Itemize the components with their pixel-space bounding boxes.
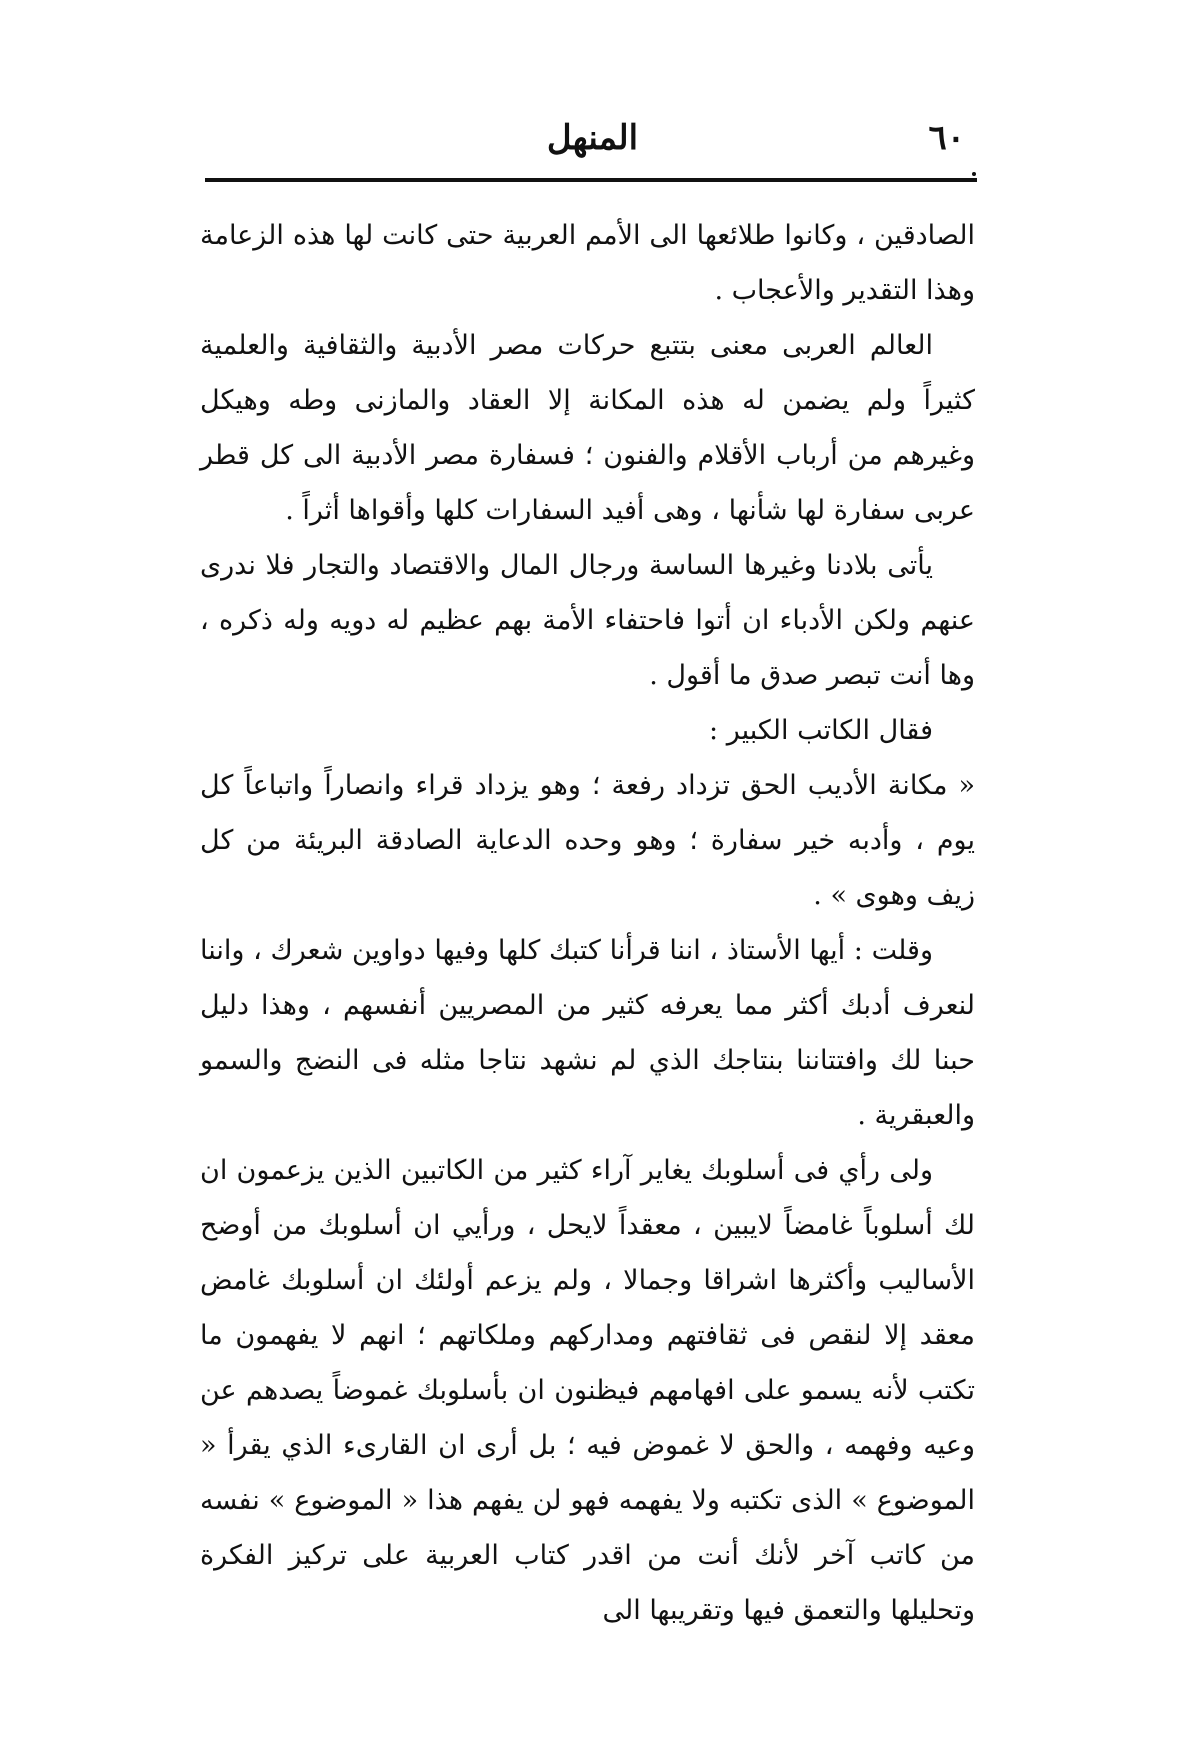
page-header	[205, 118, 980, 178]
paragraph-style-opinion: ولى رأي فى أسلوبك يغاير آراء كثير من الكاتبين الذين يزعمون ان لك أسلوباً غامضاً لايبين ، معقداً لايحل ، ورأيي ان أسلوبك من أوضح الأساليب وأكثرها اشراقا وجمالا ، ولم يزعم أولئك ان أسلوبك غامض معقد إلا لنقص فى ثقافتهم ومداركهم وملكاتهم ؛ انهم لا يفهمون ما تكتب لأنه يسمو على افهامهم فيظنون ان بأسلوبك غموضاً يصدهم عن وعيه وفهمه ، والحق لا غموض فيه ؛ بل أرى ان القارىء الذي يقرأ « الموضوع » الذى تكتبه ولا يفهمه فهو لن يفهم هذا « الموضوع » نفسه من كاتب آخر لأنك أنت من اقدر كتاب العربية على تركيز الفكرة وتحليلها والتعمق فيها وتقريبها الى	[200, 1155, 975, 1626]
paragraph-quote-intro: فقال الكاتب الكبير :	[709, 715, 933, 746]
paragraph-reply: وقلت : أيها الأستاذ ، اننا قرأنا كتبك كلها وفيها دواوين شعرك ، واننا لنعرف أدبك أكثر مما يعرفه كثير من المصريين أنفسهم ، وهذا دليل حبنا لك وافتتاننا بنتاجك الذي لم نشهد نتاجا مثله فى النضج والسمو والعبقرية .	[200, 935, 975, 1131]
paragraph-continuation: الصادقين ، وكانوا طلائعها الى الأمم العربية حتى كانت لها هذه الزعامة وهذا التقدير والأعجاب .	[200, 220, 975, 306]
body-text	[200, 208, 975, 1638]
running-title: المنهل	[546, 118, 639, 158]
rule-dot	[972, 172, 976, 176]
paragraph-arab-world: العالم العربى معنى بتتبع حركات مصر الأدبية والثقافية والعلمية كثيراً ولم يضمن له هذه المكانة إلا العقاد والمازنى وطه وهيكل وغيرهم من أرباب الأقلام والفنون ؛ فسفارة مصر الأدبية الى كل قطر عربى سفارة لها شأنها ، وهى أفيد السفارات كلها وأقواها أثراً .	[200, 330, 975, 526]
page-number: ٦٠	[928, 118, 965, 158]
header-rule	[205, 178, 977, 182]
paragraph-visitors: يأتى بلادنا وغيرها الساسة ورجال المال والاقتصاد والتجار فلا ندرى عنهم ولكن الأدباء ان أتوا فاحتفاء الأمة بهم عظيم له دويه وله ذكره ، وها أنت تبصر صدق ما أقول .	[200, 550, 975, 691]
paragraph-quote: « مكانة الأديب الحق تزداد رفعة ؛ وهو يزداد قراء وانصاراً واتباعاً كل يوم ، وأدبه خير سفارة ؛ وهو وحده الدعاية الصادقة البريئة من كل زيف وهوى » .	[200, 770, 975, 911]
